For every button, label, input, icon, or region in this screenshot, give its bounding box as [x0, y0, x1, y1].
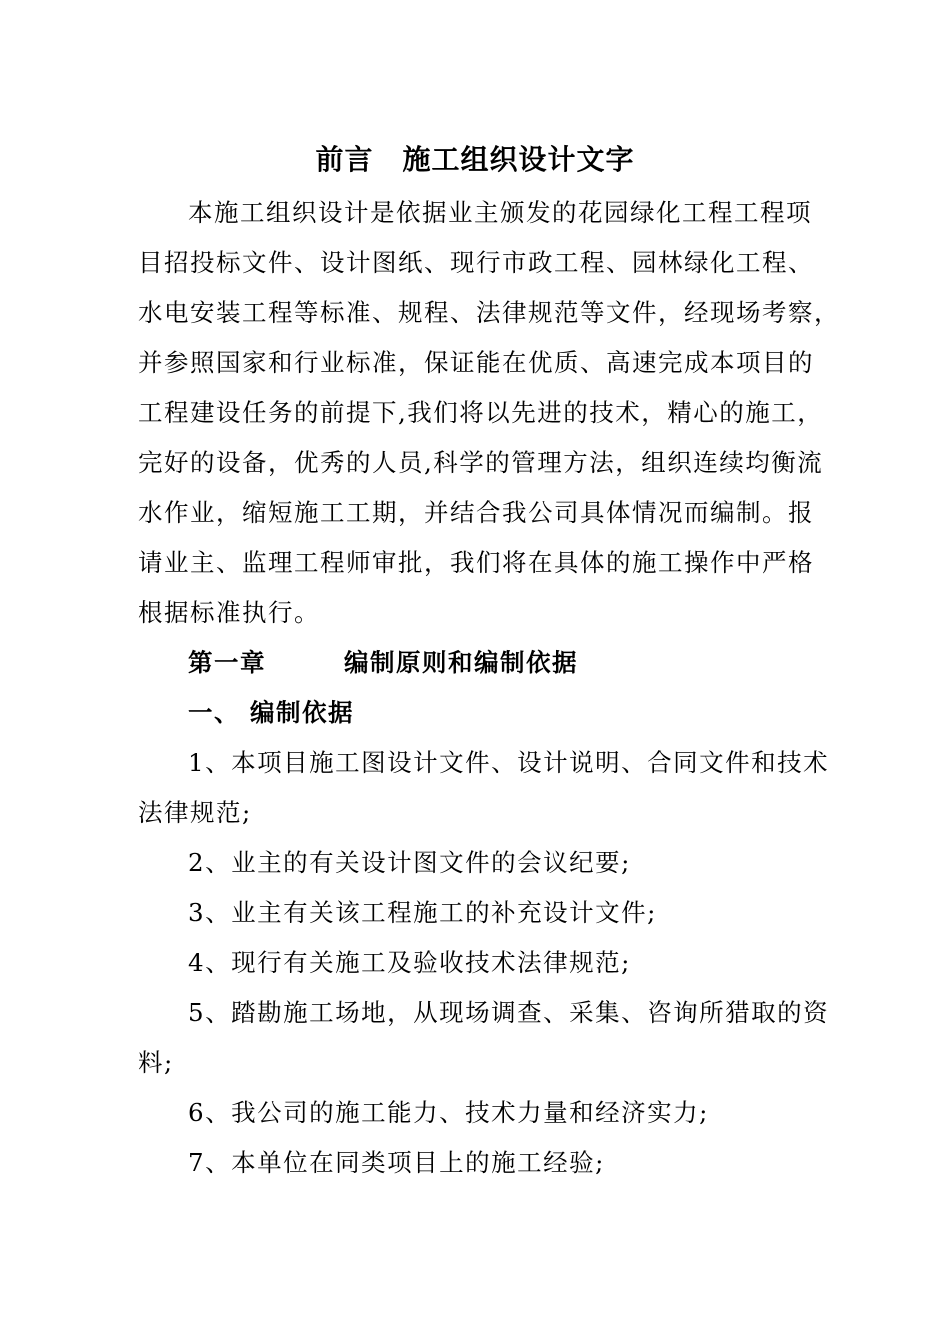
intro-line: 工程建设任务的前提下,我们将以先进的技术，精心的施工， [138, 398, 824, 427]
intro-line: 根据标准执行。 [138, 598, 320, 627]
basis-item: 1、本项目施工图设计文件、设计说明、合同文件和技术 [188, 748, 830, 777]
intro-line: 目招投标文件、设计图纸、现行市政工程、园林绿化工程、 [138, 248, 814, 277]
intro-line: 完好的设备，优秀的人员,科学的管理方法，组织连续均衡流 [138, 448, 824, 477]
basis-item: 7、本单位在同类项目上的施工经验; [188, 1148, 605, 1177]
basis-item-continuation: 料; [138, 1048, 174, 1077]
basis-item: 4、现行有关施工及验收技术法律规范; [188, 948, 631, 977]
intro-line: 并参照国家和行业标准，保证能在优质、高速完成本项目的 [138, 348, 814, 377]
page-title: 前言 施工组织设计文字 [315, 143, 635, 176]
chapter-heading: 第一章 编制原则和编制依据 [188, 648, 578, 677]
intro-line: 本施工组织设计是依据业主颁发的花园绿化工程工程项 [188, 198, 812, 227]
basis-item: 6、我公司的施工能力、技术力量和经济实力; [188, 1098, 709, 1127]
intro-line: 水作业，缩短施工工期，并结合我公司具体情况而编制。报 [138, 498, 814, 527]
basis-item: 3、业主有关该工程施工的补充设计文件; [188, 898, 657, 927]
basis-item-continuation: 法律规范; [138, 798, 252, 827]
basis-item: 5、踏勘施工场地，从现场调查、采集、咨询所猎取的资 [188, 998, 830, 1027]
intro-line: 请业主、监理工程师审批，我们将在具体的施工操作中严格 [138, 548, 814, 577]
section-heading: 一、 编制依据 [188, 698, 355, 727]
intro-line: 水电安装工程等标准、规程、法律规范等文件，经现场考察， [138, 298, 840, 327]
basis-item: 2、业主的有关设计图文件的会议纪要; [188, 848, 631, 877]
